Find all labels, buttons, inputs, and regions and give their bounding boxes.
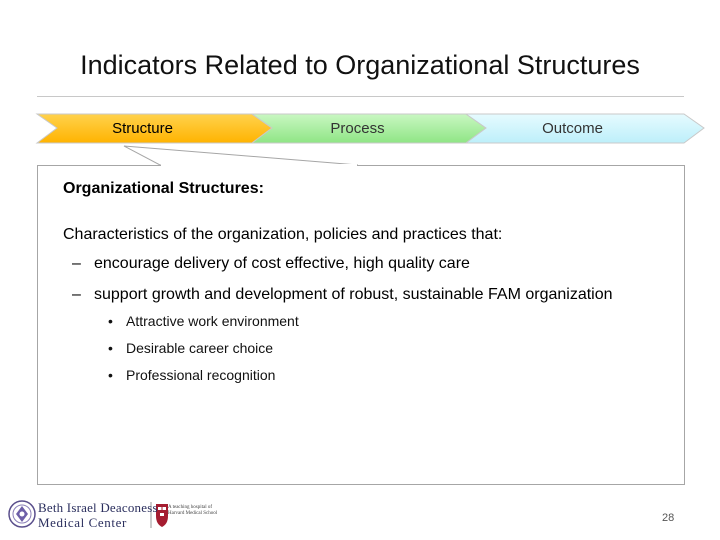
- chevron-process-label: Process: [330, 120, 385, 137]
- bullet-mark: •: [108, 313, 113, 329]
- bullet-mark: •: [108, 340, 113, 356]
- list-item-text: support growth and development of robust, sustainable FAM organization: [94, 286, 613, 303]
- emblem-icon: [9, 501, 35, 527]
- sub-list-item: [108, 313, 299, 329]
- bullet-mark: •: [108, 367, 113, 383]
- callout-pointer: [0, 0, 720, 200]
- dash-mark: –: [72, 255, 81, 272]
- sub-list-item-text: Professional recognition: [126, 367, 276, 383]
- harvard-shield-icon: [156, 504, 168, 527]
- panel-heading: Organizational Structures:: [63, 180, 264, 197]
- sub-list-item-text: Desirable career choice: [126, 340, 274, 356]
- logo-line-2: Medical Center: [38, 515, 127, 530]
- chevron-outcome-label: Outcome: [542, 120, 603, 137]
- list-item-text: encourage delivery of cost effective, high quality care: [94, 255, 470, 272]
- sub-list-item: [108, 367, 275, 383]
- slide-title: Indicators Related to Organizational Structures: [80, 50, 640, 80]
- logo-line-1: Beth Israel Deaconess: [38, 500, 158, 515]
- affiliation-text: A teaching hospital of Harvard Medical School: [168, 505, 218, 516]
- list-item: [72, 286, 613, 304]
- sub-list-item-text: Attractive work environment: [126, 313, 299, 329]
- page-number: 28: [662, 512, 675, 524]
- list-item: [72, 255, 470, 273]
- dash-mark: –: [72, 286, 81, 303]
- chevron-structure-label: Structure: [112, 120, 173, 137]
- sub-list-item: [108, 340, 273, 356]
- panel-intro: Characteristics of the organization, policies and practices that:: [63, 226, 503, 243]
